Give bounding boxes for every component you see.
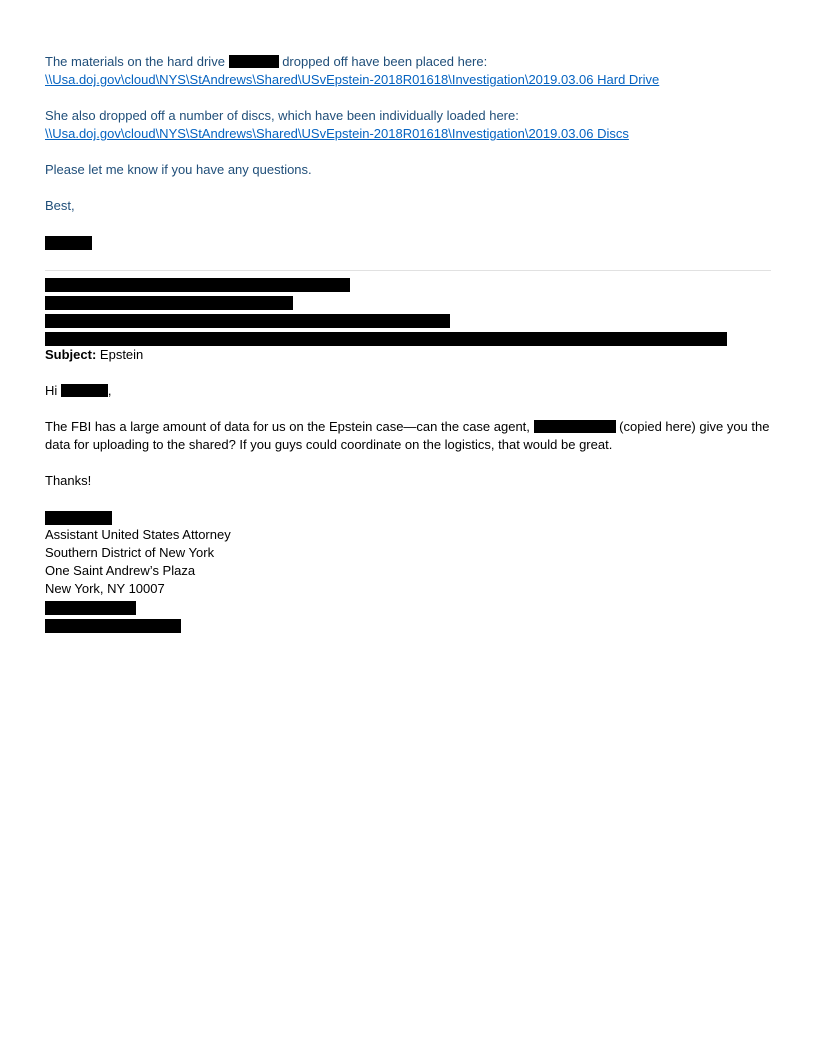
subject-label: Subject: [45, 347, 97, 362]
header-to-redaction [45, 314, 450, 328]
header-sent-redaction [45, 296, 293, 310]
reply-line-hard-drive-suffix: dropped off have been placed here: [282, 54, 488, 69]
greeting-prefix: Hi [45, 383, 58, 398]
subject-value: Epstein [99, 347, 144, 362]
header-cc-redaction [45, 332, 727, 346]
hard-drive-link-line [45, 71, 659, 89]
greeting-line [45, 382, 112, 400]
hard-drive-link[interactable]: \\Usa.doj.gov\cloud\NYS\StAndrews\Shared\USvEpstein-2018R01618\Investigation\2019.03.06 Hard Drive [45, 72, 660, 87]
signature-office: Southern District of New York [45, 545, 215, 560]
body-paragraph [45, 418, 771, 454]
discs-link-line [45, 125, 629, 143]
signature-email-redaction [45, 619, 181, 633]
redaction [229, 55, 279, 68]
recipient-name-redaction [61, 384, 108, 397]
thanks-text: Thanks! [45, 473, 92, 488]
signature-city: New York, NY 10007 [45, 581, 165, 596]
signature-phone-redaction [45, 601, 136, 615]
greeting-suffix: , [107, 383, 112, 398]
closing-text: Best, [45, 198, 75, 213]
body-suffix: (copied here) give you the data for uploading to the shared? If you guys could coordinate on the logistics, that would be great. [45, 419, 770, 452]
body-prefix: The FBI has a large amount of data for us on the Epstein case—can the case agent, [45, 419, 530, 434]
separator-rule [45, 270, 771, 271]
signature-title: Assistant United States Attorney [45, 527, 231, 542]
reply-line-hard-drive-prefix: The materials on the hard drive [45, 54, 225, 69]
reply-line-hard-drive [45, 53, 487, 71]
header-from-redaction [45, 278, 350, 292]
subject-line [45, 346, 143, 364]
sender-name-redaction [45, 236, 92, 250]
questions-text: Please let me know if you have any questions. [45, 162, 312, 177]
case-agent-redaction [534, 420, 616, 433]
discs-text: She also dropped off a number of discs, which have been individually loaded here: [45, 108, 519, 123]
signature-name-redaction [45, 511, 112, 525]
signature-address: One Saint Andrew’s Plaza [45, 563, 196, 578]
discs-link[interactable]: \\Usa.doj.gov\cloud\NYS\StAndrews\Shared\USvEpstein-2018R01618\Investigation\2019.03.06 Discs [45, 126, 629, 141]
